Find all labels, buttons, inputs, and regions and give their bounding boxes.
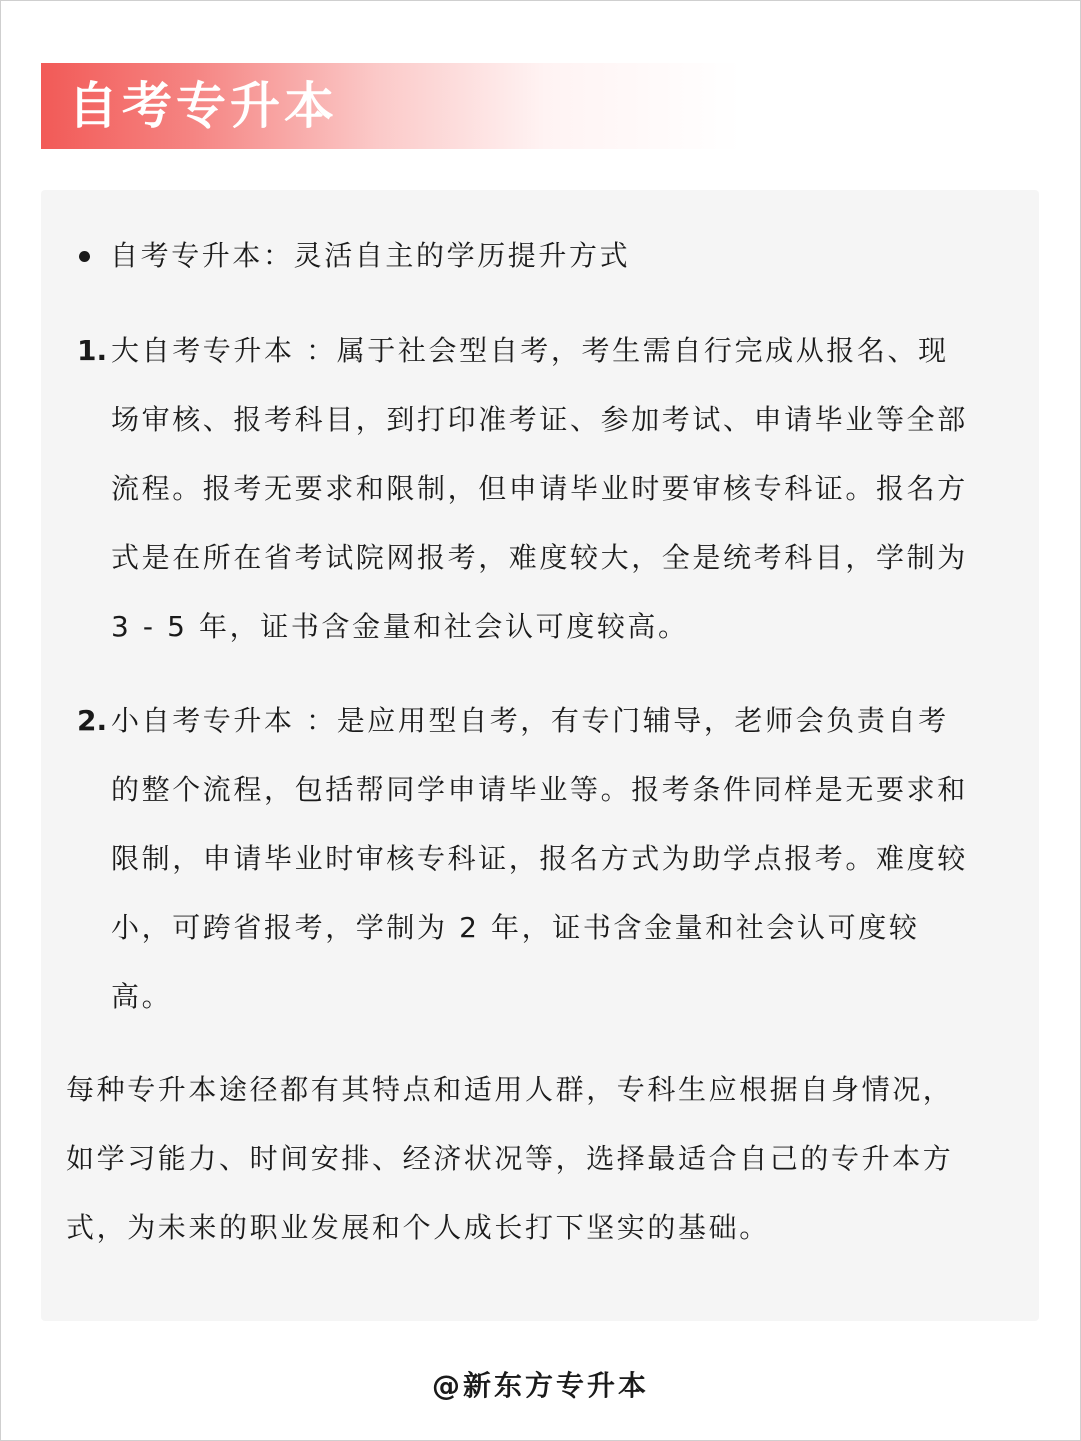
title-banner — [41, 63, 741, 149]
list-item-number: 1. — [77, 334, 108, 367]
list-item-body — [111, 697, 968, 1042]
page-title: 自考专升本 — [68, 77, 338, 135]
content-card — [41, 190, 1039, 1321]
footer-signature: @新东方专升本 — [431, 1369, 649, 1402]
bullet-dot-icon — [79, 251, 90, 262]
list-item-line: 限制，申请毕业时审核专科证，报名方式为助学点报考。难度较 — [111, 842, 968, 875]
list-item-line: 3 - 5 年，证书含金量和社会认可度较高。 — [111, 610, 689, 643]
list-item-line: 大自考专升本 ：属于社会型自考，考生需自行完成从报名、现 — [111, 334, 949, 367]
list-item-body — [111, 327, 968, 672]
summary-line: 每种专升本途径都有其特点和适用人群，专科生应根据自身情况， — [66, 1073, 954, 1106]
summary-line: 如学习能力、时间安排、经济状况等，选择最适合自己的专升本方 — [66, 1142, 954, 1175]
list-item-number: 2. — [77, 704, 108, 737]
summary-line: 式，为未来的职业发展和个人成长打下坚实的基础。 — [66, 1211, 770, 1244]
list-item-line: 流程。报考无要求和限制，但申请毕业时要审核专科证。报名方 — [111, 472, 968, 505]
summary-paragraph — [66, 1066, 953, 1273]
bullet-point — [79, 232, 630, 280]
list-item-line: 式是在所在省考试院网报考，难度较大，全是统考科目，学制为 — [111, 541, 968, 574]
list-item-line: 高。 — [111, 980, 173, 1013]
bullet-text: 自考专升本：灵活自主的学历提升方式 — [110, 239, 631, 272]
list-item-line: 的整个流程，包括帮同学申请毕业等。报考条件同样是无要求和 — [111, 773, 968, 806]
list-item-line: 小自考专升本 ：是应用型自考，有专门辅导，老师会负责自考 — [111, 704, 949, 737]
list-item-line: 小，可跨省报考，学制为 2 年，证书含金量和社会认可度较 — [111, 911, 920, 944]
list-item-line: 场审核、报考科目，到打印准考证、参加考试、申请毕业等全部 — [111, 403, 968, 436]
